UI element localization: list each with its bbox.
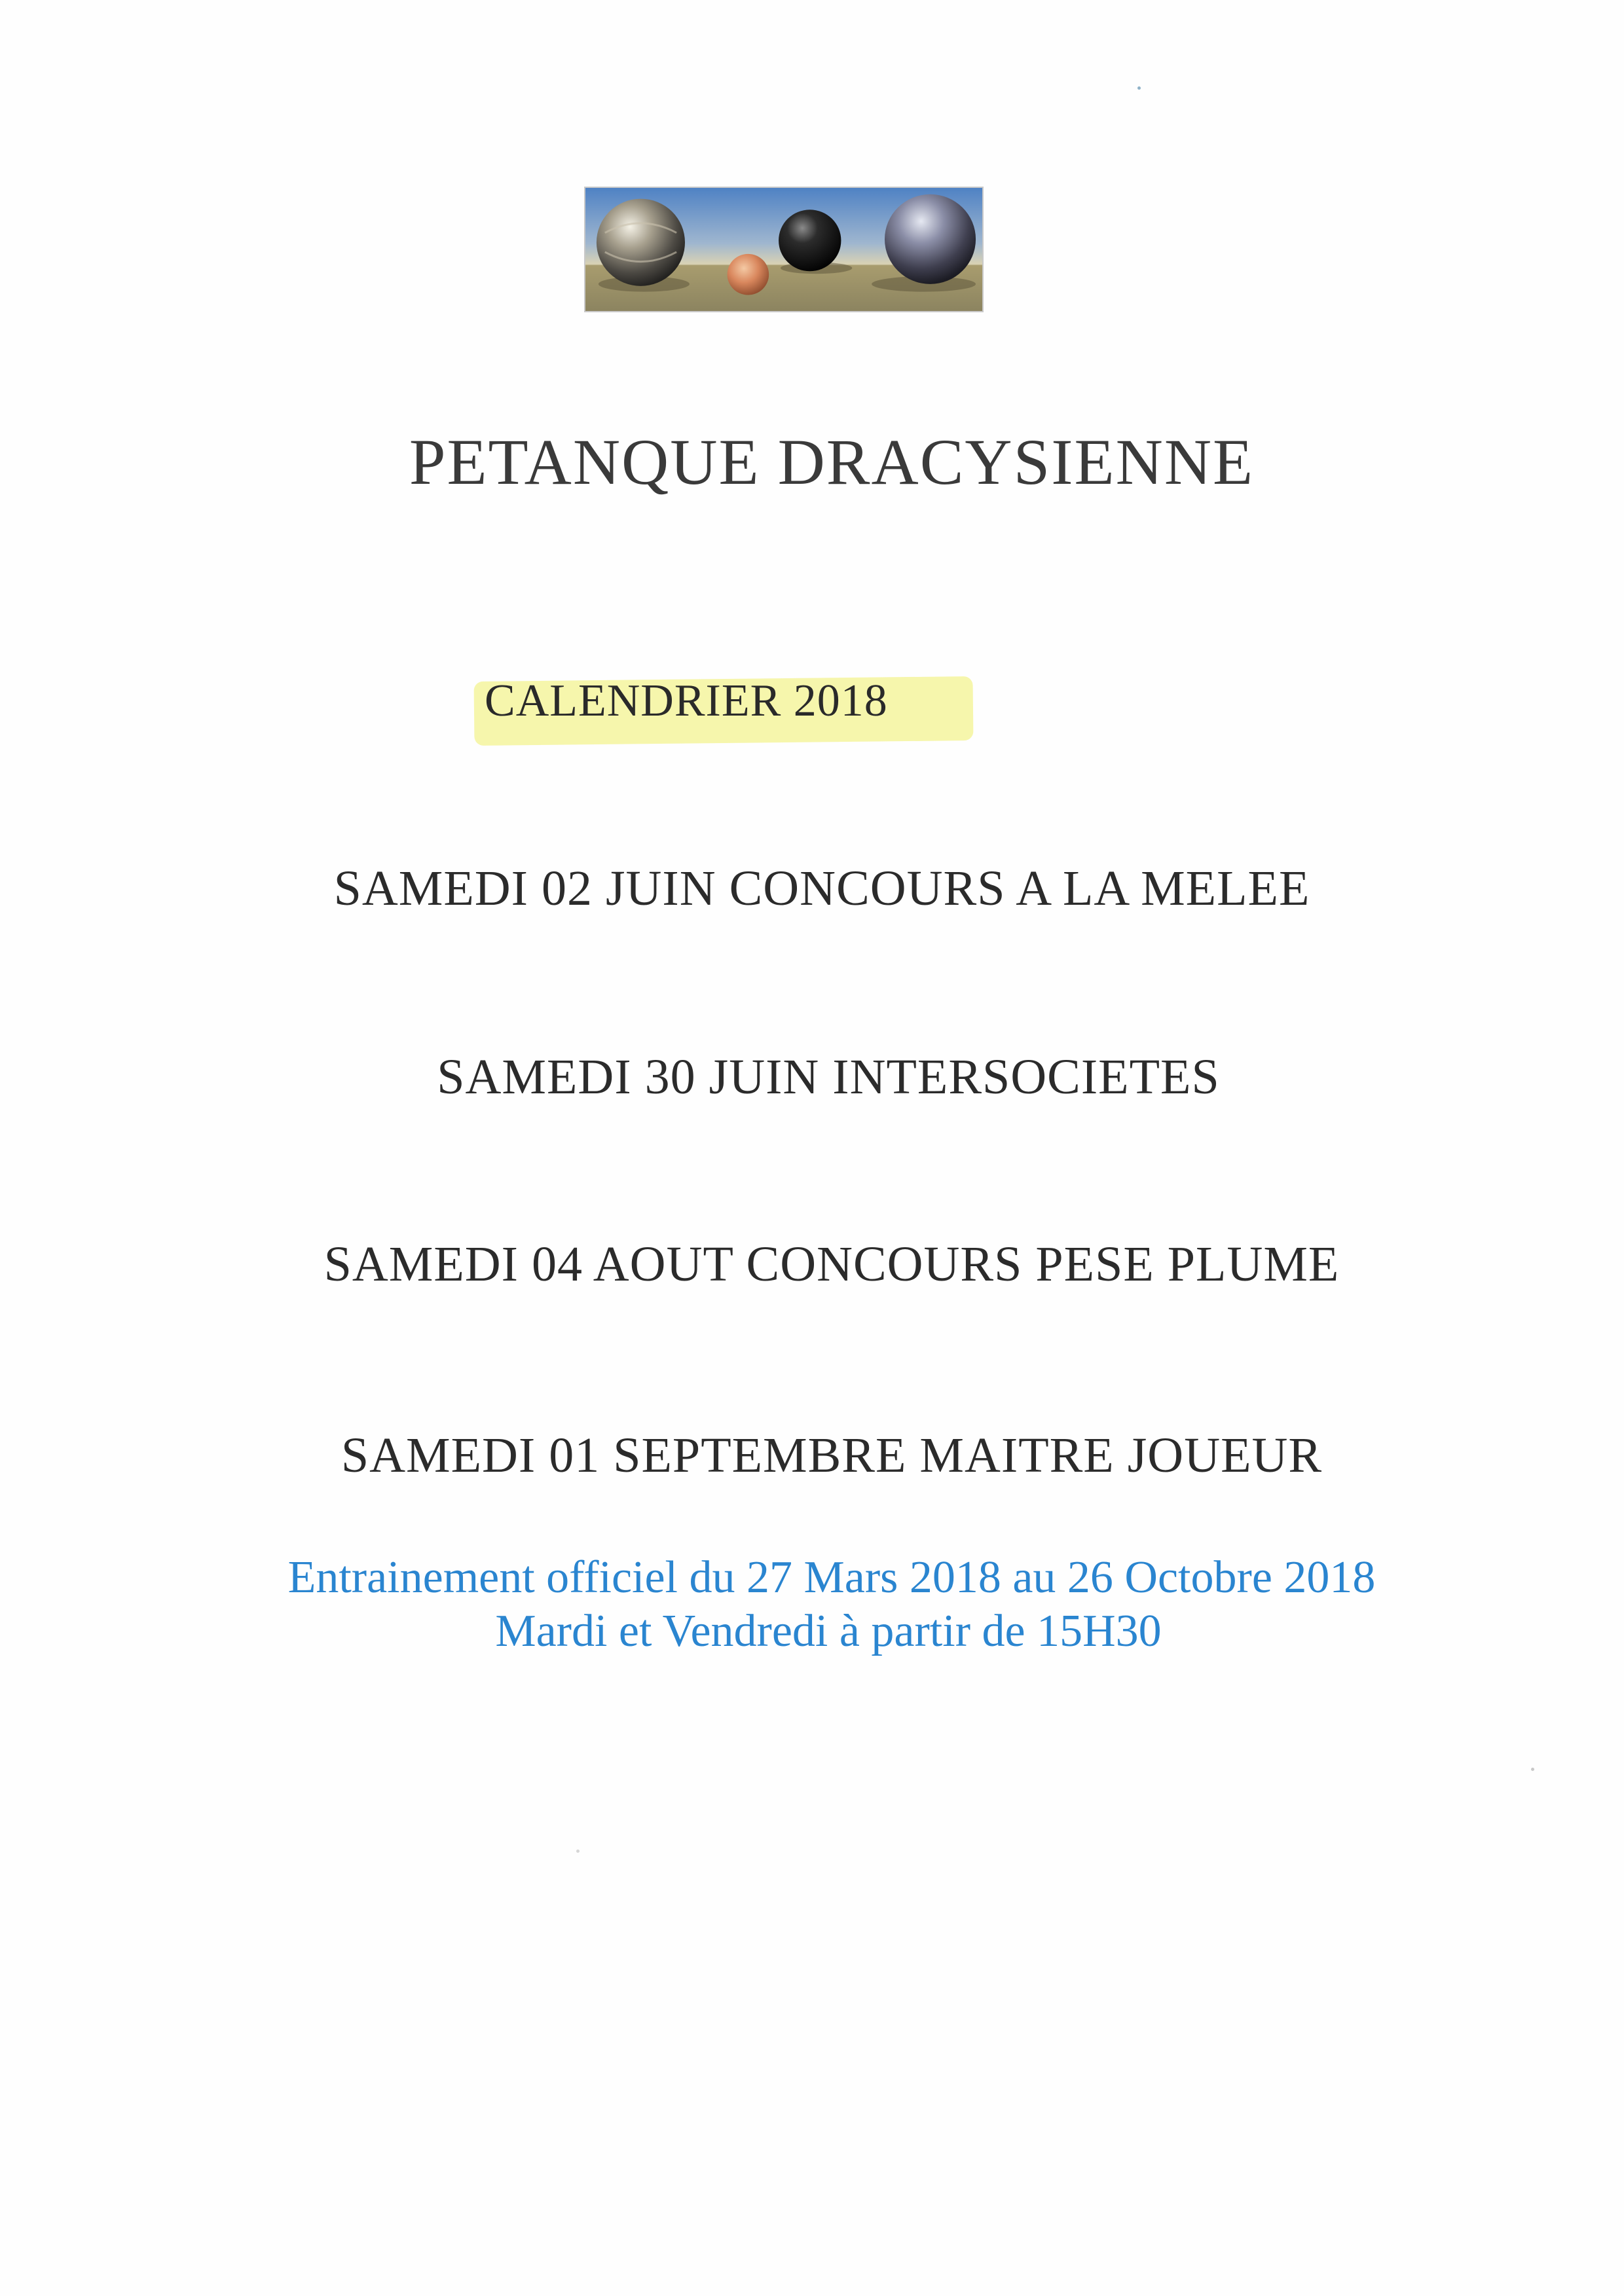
calendar-label: CALENDRIER 2018 xyxy=(485,676,888,726)
page-title: PETANQUE DRACYSIENNE xyxy=(409,426,1255,498)
scan-speck xyxy=(1531,1768,1534,1771)
scan-speck xyxy=(1137,86,1141,90)
calendar-heading xyxy=(470,665,981,750)
training-dates: Entrainement officiel du 27 Mars 2018 au 26 Octobre 2018 xyxy=(287,1552,1376,1603)
event-item: SAMEDI 01 SEPTEMBRE MAITRE JOUEUR xyxy=(341,1428,1323,1483)
training-schedule: Mardi et Vendredi à partir de 15H30 xyxy=(495,1606,1162,1656)
petanque-banner-image xyxy=(584,187,984,312)
petanque-boules-icon xyxy=(585,188,982,311)
event-item: SAMEDI 30 JUIN INTERSOCIETES xyxy=(437,1049,1220,1104)
event-item: SAMEDI 02 JUIN CONCOURS A LA MELEE xyxy=(333,861,1310,916)
event-item: SAMEDI 04 AOUT CONCOURS PESE PLUME xyxy=(323,1237,1340,1292)
scan-speck xyxy=(576,1850,580,1853)
